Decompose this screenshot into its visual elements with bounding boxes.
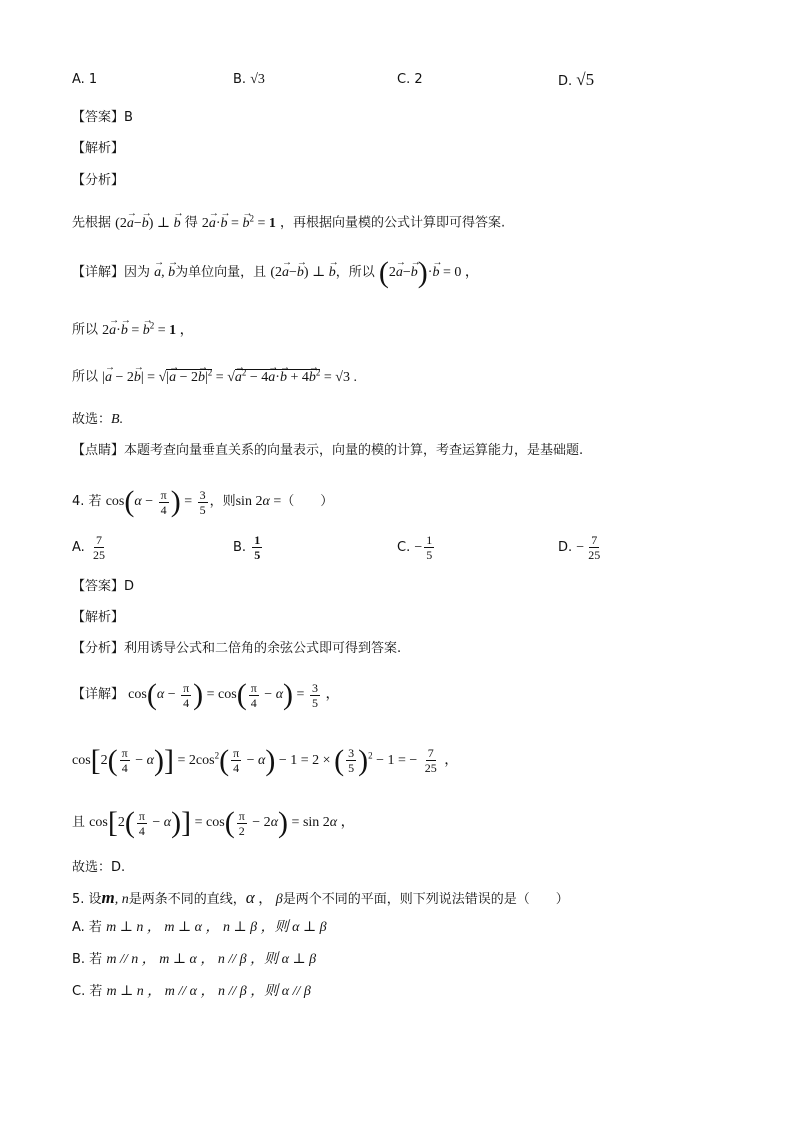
q4-xiangjie-formula-1: cos(α − $\frac{\pi}{4}$ ) = cos( $\frac{\pi}{4}$ − α) = $\frac{3}{5}$ ， [128,678,340,711]
q3-fenxi-post: ，再根据向量模的公式计算即可得答案. [279,215,506,231]
q4-option-c-label: C. [397,540,411,555]
q3-xiangjie-tag: 【详解】 [72,265,125,281]
q4-option-d-fraction: $\frac{7}{25}$ [588,533,601,562]
q4-option-b-label: B. [233,540,247,555]
q5-stem-pre: 5. 设 [72,892,102,907]
q4-qie: 且 [72,815,86,831]
q4-option-a [72,533,109,562]
q4-guxuan: 故选：D. [72,860,126,875]
q4-jiexi: 【解析】 [72,610,125,625]
q5-stem-m: m [101,888,115,907]
q5-option-b-expr: m // n ， m ⊥ α ， n // β ，则 α ⊥ β [106,952,317,967]
q5-option-c-expr: m ⊥ n ， m // α ， n // β ，则 α // β [106,984,311,999]
q3-dianjing: 【点睛】本题考查向量垂直关系的向量表示，向量的模的计算，考查运算能力，是基础题. [72,443,584,458]
q5-option-b [72,950,316,970]
q3-guxuan-label: 故选： [72,412,112,427]
q3-fenxi-mid: 得 [184,215,198,231]
q3-option-c: C. 2 [397,72,423,87]
q5-stem-mid: 是两条不同的直线， [128,892,246,907]
q3-xiangjie-vectors: → a, → b [154,265,175,280]
q3-fenxi-formula-1: (2→ a−→ b) ⊥ → b [115,216,180,231]
q3-suoyi-1-formula: 2→ a·→ b = → $b^2 = 1$ ， [102,323,193,338]
q4-option-a-fraction: $\frac{7}{25}$ [92,533,105,562]
q3-jiexi: 【解析】 [72,141,125,156]
q4-xiangjie-formula-3: cos[2( $\frac{\pi}{4}$ − α)] = cos( $\frac{\pi}{2}$ − 2α) = sin 2α ， [89,806,355,839]
q3-xiangjie-formula-1: (2→ a−→ b) ⊥ → b [270,265,335,280]
q3-suoyi-1 [72,315,194,341]
q3-option-d [558,70,594,90]
q4-option-c: C. − $\frac{1}{5}$ [397,533,433,562]
q4-answer: 【答案】D [72,579,135,594]
q4-xiangjie-formula-2: cos[2( $\frac{\pi}{4}$ − $\alpha)] = 2\cos^2$( $\frac{\pi}{4}$ − α) − 1 = 2 × ( $\frac{3}{5}$ )$^2$ − 1 = − $\frac{7}{25}$ ， [72,743,459,777]
q3-option-b-value: √3 [250,72,265,87]
q3-suoyi-2-formula: |→ a − 2→ b| = √|→ $a - 2\to b|^2$ = √→ $a^2 - 4\to a\cdot\to b + 4\to b^2 = √3$ . [102,370,357,385]
q4-option-a-label: A. [72,540,85,555]
q4-stem-condition: cos(α − $\frac{\pi}{4}$ ) = $\frac{3}{5}$ [105,485,206,518]
q4-xiangjie-line-2 [72,745,458,775]
q3-guxuan-value: B. [111,412,124,427]
q3-fenxi-line [72,208,505,234]
q3-guxuan [72,410,123,430]
q3-option-b-label: B. [233,72,247,87]
q3-suoyi-2 [72,362,357,388]
q5-stem-alpha: α [245,888,255,907]
q3-xiangjie-line [72,258,479,288]
q3-fenxi-pre: 先根据 [72,215,112,231]
q5-option-b-label: B. 若 [72,952,103,967]
q5-stem: 5. 设m, n是两条不同的直线，α ， β是两个不同的平面，则下列说法错误的是（ ） [72,888,569,907]
q4-xiangjie-tag: 【详解】 [72,687,125,703]
q3-answer: 【答案】B [72,110,133,125]
q4-xiangjie-line-1 [72,680,339,710]
q4-option-b [233,533,264,562]
q4-stem-end: （ ） [281,494,334,510]
q5-option-a-label: A. 若 [72,920,102,935]
q4-option-d: D. − $\frac{7}{25}$ [558,533,601,562]
q4-xiangjie-line-3 [72,808,355,838]
q3-fenxi-formula-2: 2→ a·→ b = → $b^2 = 1$ [202,216,276,231]
q3-xiangjie-formula-2: (2→ a−→ b)·→ b = 0 ， [379,265,479,280]
q4-stem-num: 4. 若 [72,494,102,510]
q3-suoyi-2-label: 所以 [72,369,99,385]
q4-option-b-fraction: $\frac{1}{5}$ [254,533,261,562]
q4-option-c-fraction: $\frac{1}{5}$ [426,533,433,562]
q5-option-a-expr: m ⊥ n ， m ⊥ α ， n ⊥ β ，则 α ⊥ β [106,920,327,935]
q5-stem-beta: β [275,892,283,907]
q4-fenxi: 【分析】利用诱导公式和二倍角的余弦公式即可得到答案. [72,641,402,656]
q3-option-a: A. 1 [72,72,98,87]
q4-stem [72,487,333,517]
q4-option-d-label: D. [558,540,573,555]
q3-option-d-value: √5 [576,70,595,89]
q3-option-d-label: D. [558,74,573,89]
q3-xiangjie-c: ，所以 [335,265,375,281]
q5-stem-end: 是两个不同的平面，则下列说法错误的是（ ） [282,892,569,907]
q5-stem-n: n [121,892,129,907]
q3-suoyi-1-label: 所以 [72,322,99,338]
q3-option-b [233,72,265,88]
q4-stem-mid: ，则 [209,494,236,510]
q3-fenxi-tag: 【分析】 [72,173,125,188]
q5-option-c [72,982,311,1002]
q3-xiangjie-b: 为单位向量，且 [175,265,267,281]
q4-stem-target: sin 2α = [235,494,282,510]
q3-xiangjie-a: 因为 [124,265,151,281]
q5-option-a [72,918,327,938]
q5-option-c-label: C. 若 [72,984,103,999]
